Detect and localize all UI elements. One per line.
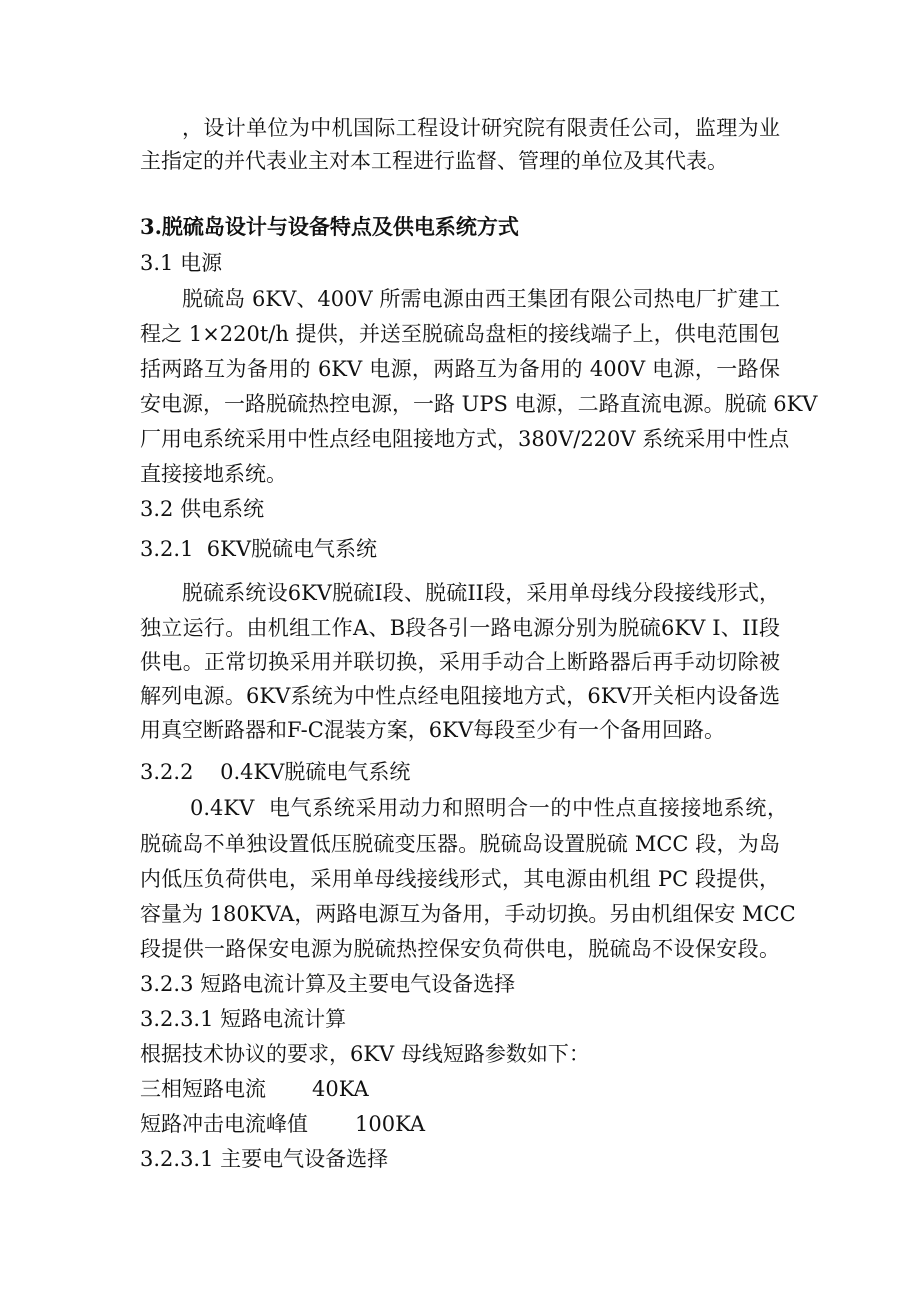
short-circuit-value: 40KA (312, 1077, 369, 1101)
section-3-2-2-heading: 3.2.2 0.4KV脱硫电气系统 (140, 760, 411, 784)
section-3-2-3-1-heading: 3.2.3.1 短路电流计算 (140, 1007, 347, 1031)
s321-line-4: 解列电源。6KV系统为中性点经电阻接地方式，6KV开关柜内设备选 (140, 684, 780, 708)
s321-line-5: 用真空断路器和F-C混装方案，6KV每段至少有一个备用回路。 (140, 718, 726, 742)
s31-line-2: 程之 1×220t/h 提供，并送至脱硫岛盘柜的接线端子上，供电范围包 (140, 322, 780, 346)
s31-line-1: 脱硫岛 6KV、400V 所需电源由西王集团有限公司热电厂扩建工 (182, 287, 780, 311)
s31-line-6: 直接接地系统。 (140, 462, 287, 486)
short-circuit-value: 100KA (355, 1112, 426, 1136)
s321-line-2: 独立运行。由机组工作A、B段各引一路电源分别为脱硫6KV I、II段 (140, 616, 780, 640)
section-3-1-heading: 3.1 电源 (140, 251, 223, 275)
s322-line-2: 脱硫岛不单独设置低压脱硫变压器。脱硫岛设置脱硫 MCC 段，为岛 (140, 832, 780, 856)
short-circuit-label: 三相短路电流 (140, 1077, 266, 1101)
section-3-2-1-heading: 3.2.1 6KV脱硫电气系统 (140, 537, 377, 561)
intro-line-2: 主指定的并代表业主对本工程进行监督、管理的单位及其代表。 (140, 149, 728, 173)
short-circuit-label: 短路冲击电流峰值 (140, 1112, 308, 1136)
s321-line-1: 脱硫系统设6KV脱硫I段、脱硫II段，采用单母线分段接线形式， (182, 581, 780, 605)
section-3-2-heading: 3.2 供电系统 (140, 497, 265, 521)
s321-line-3: 供电。正常切换采用并联切换，采用手动合上断路器后再手动切除被 (140, 650, 780, 674)
section-3-heading: 3.脱硫岛设计与设备特点及供电系统方式 (140, 214, 519, 239)
short-circuit-intro: 根据技术协议的要求，6KV 母线短路参数如下： (140, 1042, 590, 1066)
section-3-2-3-1-equipment-heading: 3.2.3.1 主要电气设备选择 (140, 1147, 389, 1171)
intro-line-1: ，设计单位为中机国际工程设计研究院有限责任公司，监理为业 (182, 116, 780, 140)
s322-line-1: 0.4KV 电气系统采用动力和照明合一的中性点直接接地系统， (190, 796, 788, 820)
section-3-2-3-heading: 3.2.3 短路电流计算及主要电气设备选择 (140, 972, 516, 996)
s322-line-4: 容量为 180KVA，两路电源互为备用，手动切换。另由机组保安 MCC (140, 902, 796, 926)
s322-line-3: 内低压负荷供电，采用单母线接线形式，其电源由机组 PC 段提供， (140, 867, 780, 891)
s322-line-5: 段提供一路保安电源为脱硫热控保安负荷供电，脱硫岛不设保安段。 (140, 937, 780, 961)
s31-line-3: 括两路互为备用的 6KV 电源，两路互为备用的 400V 电源，一路保 (140, 357, 780, 381)
s31-line-4: 安电源，一路脱硫热控电源，一路 UPS 电源，二路直流电源。脱硫 6KV (140, 392, 818, 416)
s31-line-5: 厂用电系统采用中性点经电阻接地方式，380V/220V 系统采用中性点 (140, 427, 790, 451)
